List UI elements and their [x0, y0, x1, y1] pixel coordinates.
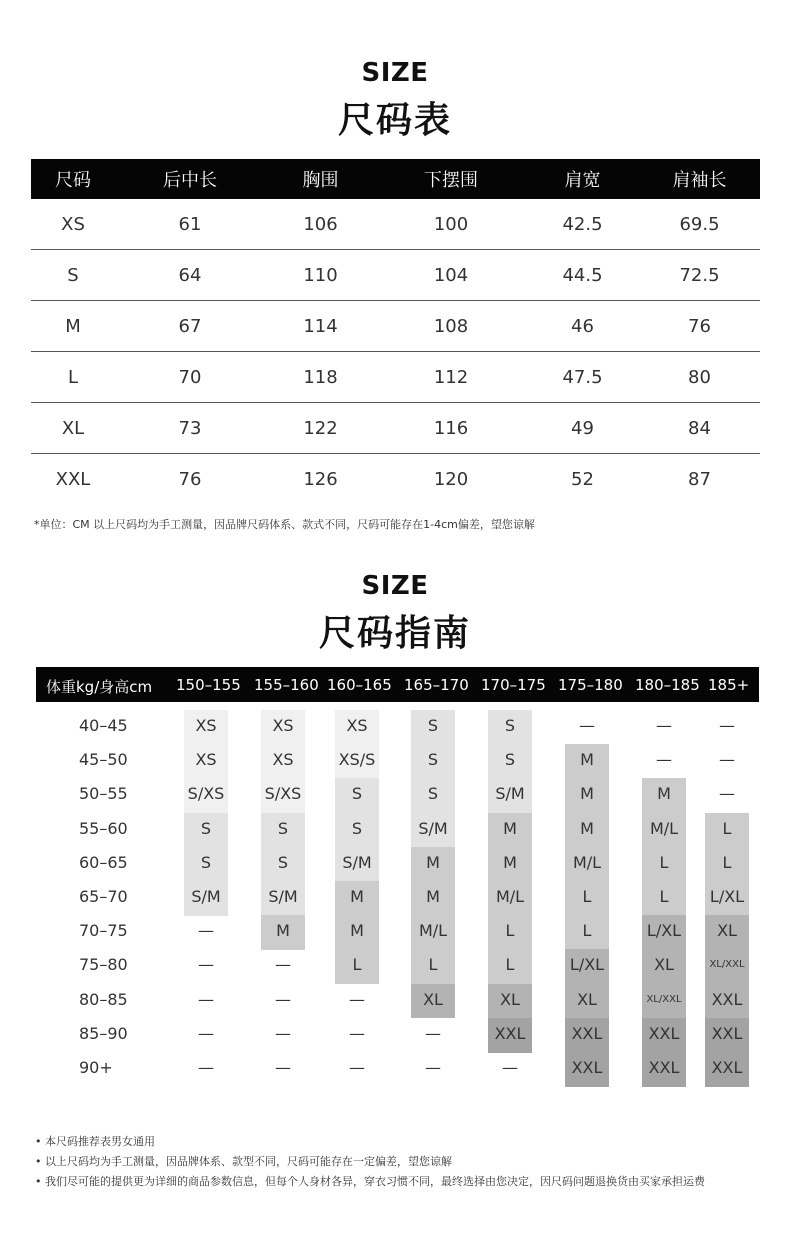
guide-cell: S/M — [411, 813, 455, 848]
size-note: *单位：CM 以上尺码均为手工测量，因品牌尺码体系、款式不同，尺码可能存在1-4cm偏差，望您谅解 — [34, 518, 535, 531]
height-label: 160–165 — [327, 676, 392, 694]
table-cell: 44.5 — [562, 264, 603, 286]
guide-cell: XL — [411, 984, 455, 1019]
guide-cell: — — [502, 1058, 518, 1077]
guide-cell: — — [425, 1023, 441, 1043]
guide-cell: XS/S — [335, 744, 379, 779]
table-cell: 73 — [178, 417, 202, 439]
table-row — [31, 250, 760, 301]
guide-cell: L — [488, 949, 532, 984]
guide-cell: — — [198, 955, 214, 975]
header-sleeve: 肩袖长 — [672, 170, 727, 191]
guide-cell: M — [642, 778, 686, 813]
guide-cell: XL — [642, 949, 686, 984]
table-cell: 80 — [688, 366, 711, 388]
weight-label: 55–60 — [79, 818, 128, 838]
guide-cell: S/M — [261, 881, 305, 916]
weight-label: 45–50 — [79, 750, 128, 770]
guide-cell: — — [656, 716, 672, 735]
guide-cell: L/XL — [642, 915, 686, 950]
guide-cell: S — [335, 778, 379, 813]
guide-cell: XXL — [705, 1018, 749, 1053]
guide-cell: M — [488, 847, 532, 882]
table-cell: 108 — [433, 315, 469, 337]
guide-cell: L — [642, 847, 686, 882]
height-label: 185+ — [708, 676, 750, 694]
guide-cell: XS — [184, 744, 228, 779]
guide-cell: — — [425, 1058, 441, 1077]
guide-cell: M — [261, 915, 305, 950]
table-cell: 116 — [433, 417, 469, 439]
guide-cell: S/M — [335, 847, 379, 882]
guide-cell: M — [411, 881, 455, 916]
guide-cell: M — [488, 813, 532, 848]
table-cell: 70 — [178, 366, 202, 388]
height-label: 175–180 — [558, 676, 623, 694]
guide-cell: M/L — [642, 813, 686, 848]
table-cell: 69.5 — [679, 213, 720, 235]
guide-cell: S — [261, 813, 305, 848]
table-cell: L — [67, 366, 79, 388]
footnote: • 以上尺码均为手工测量，因品牌体系、款型不同，尺码可能存在一定偏差，望您谅解 — [35, 1155, 452, 1168]
table-cell: 118 — [303, 366, 338, 388]
guide-title-zh: 尺码指南 — [318, 613, 471, 654]
table-row — [31, 403, 760, 454]
guide-cell: L — [705, 813, 749, 848]
table-cell: S — [67, 264, 79, 286]
table-row — [31, 352, 760, 403]
guide-cell: XXL — [565, 1018, 609, 1053]
guide-cell: L — [411, 949, 455, 984]
footnote: • 我们尽可能的提供更为详细的商品参数信息，但每个人身材各异，穿衣习惯不同，最终选择由您决定，因尺码问题退换货由买家承担运费 — [35, 1175, 705, 1188]
guide-cell: M/L — [565, 847, 609, 882]
weight-label: 80–85 — [79, 989, 128, 1009]
guide-cell: S/M — [184, 881, 228, 916]
guide-cell: L — [705, 847, 749, 882]
height-label: 155–160 — [254, 676, 319, 694]
guide-corner-label: 体重kg/身高cm — [46, 678, 153, 696]
weight-label: 40–45 — [79, 716, 128, 735]
guide-cell: XL/XXL — [705, 949, 749, 984]
guide-cell: — — [275, 1058, 291, 1077]
guide-cell: S — [411, 710, 455, 745]
table-cell: 76 — [688, 315, 711, 337]
size-table-header — [31, 159, 760, 199]
guide-cell: S — [488, 710, 532, 745]
size-table — [31, 159, 760, 505]
weight-label: 60–65 — [79, 852, 128, 872]
guide-cell: L — [642, 881, 686, 916]
table-cell: 64 — [178, 264, 202, 286]
footnote: • 本尺码推荐表男女通用 — [35, 1135, 155, 1148]
guide-cell: M/L — [411, 915, 455, 950]
guide-cell: L/XL — [705, 881, 749, 916]
table-cell: XS — [61, 213, 85, 235]
header-chest: 胸围 — [302, 170, 339, 191]
guide-cell: XS — [261, 710, 305, 745]
guide-cell: M — [565, 813, 609, 848]
guide-cell: XXL — [642, 1018, 686, 1053]
guide-cell: XL — [488, 984, 532, 1019]
table-cell: XL — [61, 417, 85, 439]
table-cell: 112 — [433, 366, 469, 388]
guide-cell: — — [198, 1023, 214, 1043]
weight-label: 65–70 — [79, 887, 128, 906]
guide-cell: XS — [261, 744, 305, 779]
guide-cell: — — [719, 716, 735, 735]
guide-cell: XL/XXL — [642, 984, 686, 1019]
guide-cell: — — [719, 784, 735, 804]
table-cell: 114 — [303, 315, 338, 337]
table-cell: 42.5 — [562, 213, 603, 235]
table-cell: XXL — [55, 469, 91, 490]
table-cell: 46 — [571, 315, 594, 337]
weight-label: 50–55 — [79, 784, 128, 804]
header-back-length: 后中长 — [163, 170, 217, 191]
table-cell: 126 — [303, 469, 338, 490]
table-cell: 84 — [688, 417, 711, 439]
guide-cell: XL — [705, 915, 749, 950]
guide-cell: — — [656, 750, 672, 770]
guide-cell: S/M — [488, 778, 532, 813]
guide-cell: — — [198, 1058, 214, 1077]
weight-label: 85–90 — [79, 1023, 128, 1043]
height-label: 150–155 — [176, 676, 241, 694]
height-label: 170–175 — [481, 676, 546, 694]
height-label: 165–170 — [404, 676, 469, 694]
table-cell: 72.5 — [679, 264, 720, 286]
guide-cell: S — [488, 744, 532, 779]
weight-label: 90+ — [79, 1058, 113, 1077]
guide-cell: — — [719, 750, 735, 770]
guide-cell: L — [565, 915, 609, 950]
table-cell: 47.5 — [562, 366, 603, 388]
guide-cell: — — [275, 989, 291, 1009]
table-cell: 67 — [178, 315, 202, 337]
table-row — [31, 454, 760, 505]
guide-cell: M — [565, 778, 609, 813]
guide-cell: M — [335, 881, 379, 916]
guide-cell: M — [411, 847, 455, 882]
guide-cell: S — [411, 778, 455, 813]
guide-cell: XXL — [642, 1052, 686, 1087]
guide-cell: S — [261, 847, 305, 882]
header-hem: 下摆围 — [424, 170, 478, 191]
guide-cell: XXL — [705, 1052, 749, 1087]
guide-cell: S — [411, 744, 455, 779]
height-label: 180–185 — [635, 676, 700, 694]
table-cell: 49 — [571, 417, 594, 439]
header-shoulder: 肩宽 — [564, 170, 601, 191]
table-cell: 100 — [433, 213, 469, 235]
guide-cell: — — [198, 989, 214, 1009]
table-row — [31, 199, 760, 250]
guide-header — [36, 667, 759, 702]
size-chart-title-en: SIZE — [361, 58, 429, 88]
guide-cell: — — [198, 921, 214, 941]
guide-cell: L/XL — [565, 949, 609, 984]
guide-cell: S — [184, 847, 228, 882]
guide-cell: XL — [565, 984, 609, 1019]
footnotes — [35, 1132, 705, 1192]
guide-cell: S/XS — [261, 778, 305, 813]
table-cell: 122 — [303, 417, 338, 439]
table-cell: 76 — [178, 469, 202, 490]
table-cell: 52 — [571, 469, 594, 490]
guide-cell: S — [184, 813, 228, 848]
guide-cell: M/L — [488, 881, 532, 916]
weight-label: 75–80 — [79, 955, 128, 975]
table-cell: 61 — [178, 213, 202, 235]
guide-cell: M — [565, 744, 609, 779]
guide-title-en: SIZE — [361, 571, 429, 601]
guide-cell: L — [335, 949, 379, 984]
guide-cell: — — [275, 955, 291, 975]
guide-cell: — — [349, 1058, 365, 1077]
guide-cell: — — [579, 716, 595, 735]
guide-cell: — — [349, 989, 365, 1009]
size-chart-title-zh: 尺码表 — [337, 100, 452, 141]
table-cell: 120 — [433, 469, 469, 490]
guide-cell: XXL — [705, 984, 749, 1019]
table-cell: 104 — [433, 264, 469, 286]
guide-cell: — — [349, 1023, 365, 1043]
guide-cell: — — [275, 1023, 291, 1043]
guide-cell: XS — [184, 710, 228, 745]
guide-cell: XXL — [488, 1018, 532, 1053]
table-row — [31, 301, 760, 352]
weight-label: 70–75 — [79, 921, 128, 941]
guide-cell: L — [488, 915, 532, 950]
guide-cell: L — [565, 881, 609, 916]
guide-cell: XXL — [565, 1052, 609, 1087]
table-cell: 106 — [303, 213, 338, 235]
guide-cell: S — [335, 813, 379, 848]
table-cell: M — [65, 315, 81, 337]
guide-cell: S/XS — [184, 778, 228, 813]
header-size: 尺码 — [55, 170, 91, 191]
guide-cell: M — [335, 915, 379, 950]
table-cell: 87 — [688, 469, 711, 490]
guide-cell: XS — [335, 710, 379, 745]
table-cell: 110 — [303, 264, 338, 286]
